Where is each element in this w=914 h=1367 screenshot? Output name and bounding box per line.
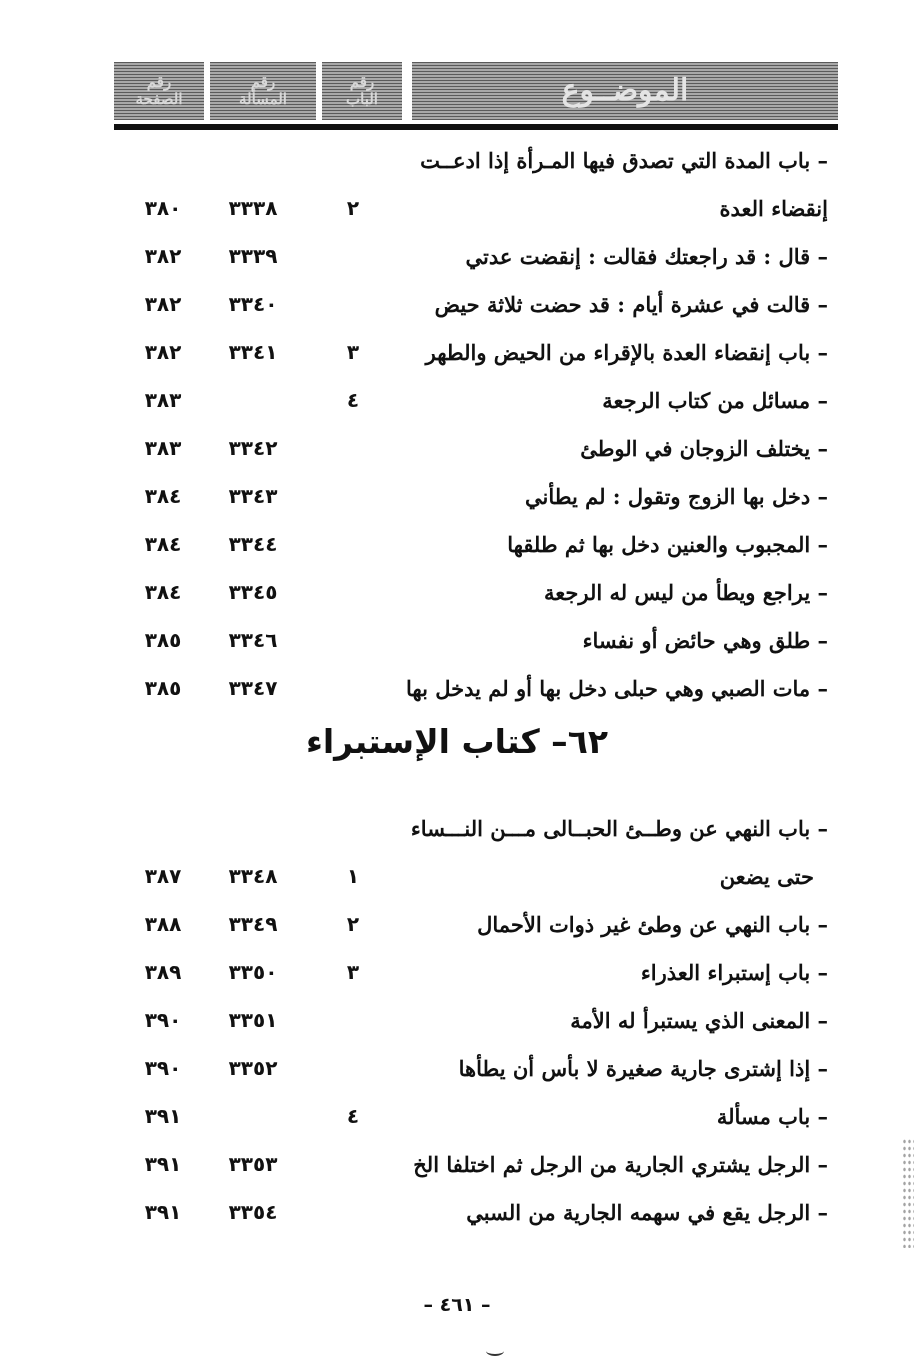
entry-title: – يختلف الزوجان في الوطئ (580, 436, 828, 461)
entry-bab-number: ٤ (346, 388, 360, 412)
entry-page-number: ٣٨٢ (144, 244, 182, 268)
header-bab-label-2: الباب (346, 90, 378, 108)
list-item (0, 186, 914, 232)
entry-page-number: ٣٨٩ (144, 960, 182, 984)
header-masala-label-2: المسألة (239, 90, 287, 108)
entry-masala-number: ٣٣٣٨ (228, 196, 278, 220)
header-page-label-1: رقم (146, 72, 172, 91)
list-item (0, 1190, 914, 1236)
list-item (0, 234, 914, 280)
list-item (0, 570, 914, 616)
entry-page-number: ٣٨٣ (144, 436, 182, 460)
list-item (0, 522, 914, 568)
header-topic-column (412, 62, 838, 120)
entry-bab-number: ٢ (346, 912, 360, 936)
entry-masala-number: ٣٣٤١ (228, 340, 278, 364)
entry-title: – يراجع ويطأ من ليس له الرجعة (544, 580, 828, 605)
entry-page-number: ٣٨٣ (144, 388, 182, 412)
entry-masala-number: ٣٣٥٣ (228, 1152, 278, 1176)
header-page-label-2: الصفحة (135, 90, 183, 108)
entry-title: – مسائل من كتاب الرجعة (602, 388, 828, 413)
entry-bab-number: ٣ (346, 340, 360, 364)
list-item (0, 1094, 914, 1140)
entry-title: – الرجل يشتري الجارية من الرجل ثم اختلفا الخ (413, 1152, 828, 1177)
header-masala-column (210, 62, 316, 120)
header-bab-column (322, 62, 402, 120)
entry-page-number: ٣٩١ (144, 1104, 182, 1128)
list-item (0, 282, 914, 328)
entry-title: – دخل بها الزوج وتقول : لم يطأني (524, 484, 828, 509)
entry-page-number: ٣٨٤ (144, 532, 182, 556)
entry-page-number: ٣٨٤ (144, 484, 182, 508)
entry-page-number: ٣٩١ (144, 1152, 182, 1176)
entry-title: – الرجل يقع في سهمه الجارية من السبي (466, 1200, 828, 1225)
entry-title: – باب مسألة (716, 1104, 828, 1129)
entry-title: إنقضاء العدة (719, 196, 828, 221)
entry-bab-number: ٣ (346, 960, 360, 984)
header-rule (114, 124, 838, 130)
entry-title: – مات الصبي وهي حبلى دخل بها أو لم يدخل بها (406, 676, 828, 701)
entry-masala-number: ٣٣٤٥ (228, 580, 278, 604)
entry-page-number: ٣٨٢ (144, 340, 182, 364)
list-item (0, 474, 914, 520)
header-bab-label-1: رقم (349, 72, 375, 91)
section-title: ٦٢– كتاب الإستبراء (306, 722, 608, 761)
entry-bab-number: ١ (346, 864, 360, 888)
entry-title: – طلق وهي حائض أو نفساء (582, 628, 828, 653)
entry-page-number: ٣٨٠ (144, 196, 182, 220)
list-item (0, 426, 914, 472)
entry-page-number: ٣٩٠ (144, 1056, 182, 1080)
entry-page-number: ٣٨٤ (144, 580, 182, 604)
entry-masala-number: ٣٣٥٠ (228, 960, 278, 984)
entry-title: – المجبوب والعنين دخل بها ثم طلقها (507, 532, 828, 557)
list-item (0, 806, 914, 852)
entry-page-number: ٣٨٥ (144, 676, 182, 700)
list-item (0, 902, 914, 948)
entry-masala-number: ٣٣٤٢ (228, 436, 278, 460)
list-item (0, 1142, 914, 1188)
list-item (0, 378, 914, 424)
entry-title: – باب المدة التي تصدق فيها المـرأة إذا ادعــت (420, 148, 828, 173)
entry-page-number: ٣٩١ (144, 1200, 182, 1224)
entry-masala-number: ٣٣٤٨ (228, 864, 278, 888)
entry-title: – باب إنقضاء العدة بالإقراء من الحيض والطهر (425, 340, 828, 365)
entry-masala-number: ٣٣٤٤ (228, 532, 278, 556)
entry-bab-number: ٢ (346, 196, 360, 220)
entry-masala-number: ٣٣٥٢ (228, 1056, 278, 1080)
entry-title: – المعنى الذي يستبرأ له الأمة (570, 1008, 828, 1033)
entry-masala-number: ٣٣٤٧ (228, 676, 278, 700)
header-page-column (114, 62, 204, 120)
entry-masala-number: ٣٣٥٤ (228, 1200, 278, 1224)
entry-page-number: ٣٨٢ (144, 292, 182, 316)
list-item (0, 330, 914, 376)
entry-title: – باب إستبراء العذراء (640, 960, 828, 985)
entry-title: – باب النهي عن وطــئ الحبــالى مـــن النـــساء (410, 816, 828, 841)
entry-title: – باب النهي عن وطئ غير ذوات الأحمال (477, 912, 828, 937)
entry-masala-number: ٣٣٤٦ (228, 628, 278, 652)
entry-page-number: ٣٨٧ (144, 864, 182, 888)
scan-edge-noise (902, 1138, 914, 1248)
entry-title: – قالت في عشرة أيام : قد حضت ثلاثة حيض (434, 292, 828, 317)
entry-masala-number: ٣٣٤٣ (228, 484, 278, 508)
entry-masala-number: ٣٣٤٠ (228, 292, 278, 316)
entry-bab-number: ٤ (346, 1104, 360, 1128)
list-item (0, 138, 914, 184)
scan-mark (486, 1346, 504, 1356)
entry-page-number: ٣٩٠ (144, 1008, 182, 1032)
entry-page-number: ٣٨٥ (144, 628, 182, 652)
entry-title: حتى يضعن (719, 864, 814, 889)
entry-masala-number: ٣٣٤٩ (228, 912, 278, 936)
entry-masala-number: ٣٣٣٩ (228, 244, 278, 268)
list-item (0, 618, 914, 664)
list-item (0, 950, 914, 996)
header-title: الموضــوع (561, 72, 689, 108)
list-item (0, 1046, 914, 1092)
list-item (0, 666, 914, 712)
entry-title: – قال : قد راجعتك فقالت : إنقضت عدتي (465, 244, 828, 269)
list-item (0, 854, 914, 900)
list-item (0, 998, 914, 1044)
header-masala-label-1: رقم (250, 72, 276, 91)
table-header (114, 58, 838, 130)
entry-masala-number: ٣٣٥١ (228, 1008, 278, 1032)
entry-page-number: ٣٨٨ (144, 912, 182, 936)
page-number: – ٤٦١ – (423, 1294, 491, 1316)
entry-title: – إذا إشترى جارية صغيرة لا بأس أن يطأها (458, 1056, 828, 1081)
